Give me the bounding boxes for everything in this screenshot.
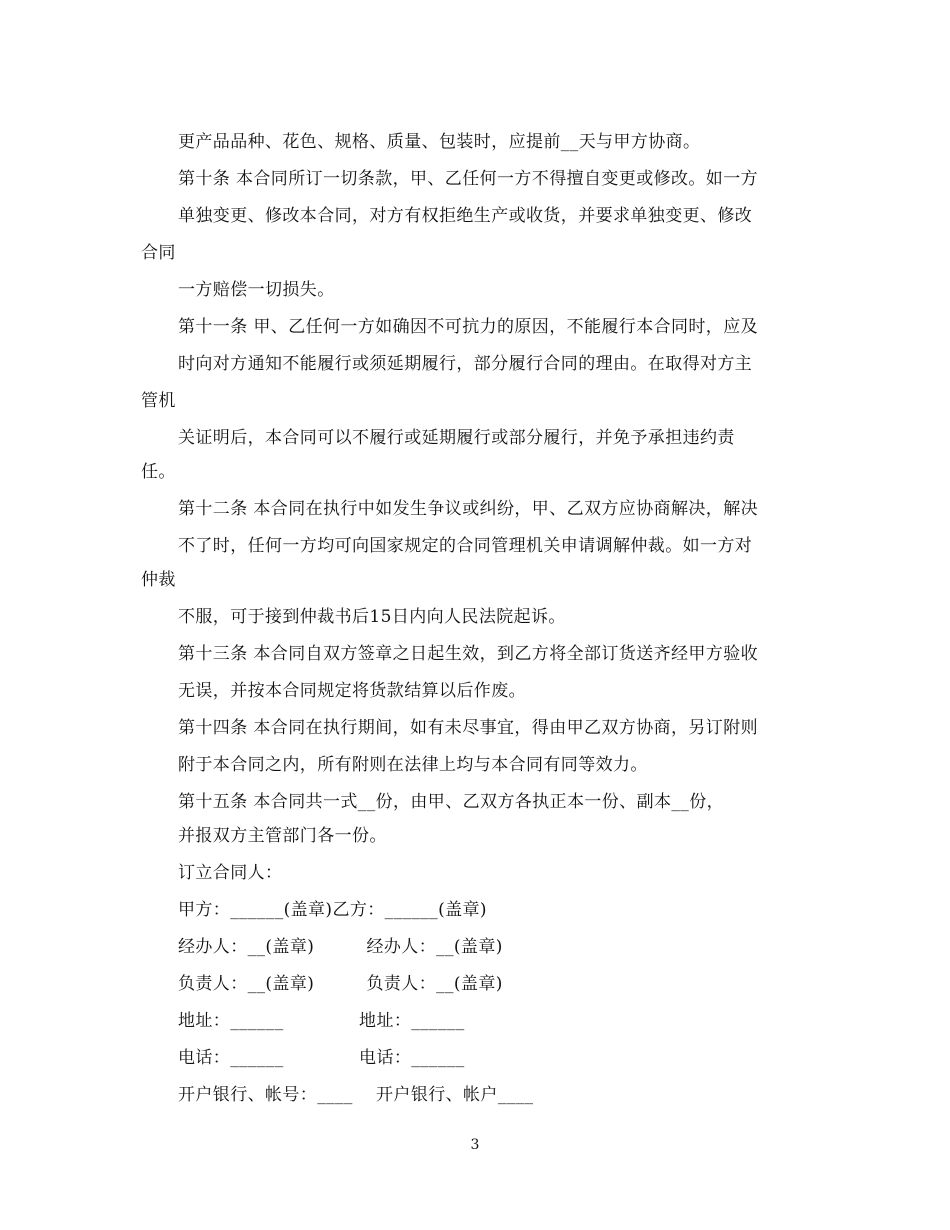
signature-line: 甲方：______(盖章)乙方：______(盖章) [178,900,487,920]
text-line: 无误，并按本合同规定将货款结算以后作废。 [178,681,526,701]
text-line: 时向对方通知不能履行或须延期履行，部分履行合同的理由。在取得对方主 [178,354,753,374]
signature-line: 地址：______ 地址：______ [178,1011,465,1031]
text-line: 并报双方主管部门各一份。 [178,826,387,846]
text-line: 第十二条 本合同在执行中如发生争议或纠纷，甲、乙双方应协商解决，解决 [178,499,759,519]
text-line: 附于本合同之内，所有附则在法律上均与本合同有同等效力。 [178,755,648,775]
text-line: 仲裁 [141,570,176,590]
text-line: 不服，可于接到仲裁书后15日内向人民法院起诉。 [178,607,566,627]
text-line: 单独变更、修改本合同，对方有权拒绝生产或收货，并要求单独变更、修改 [178,206,753,226]
page-number: 3 [470,1137,480,1153]
text-line: 第十三条 本合同自双方签章之日起生效，到乙方将全部订货送齐经甲方验收 [178,644,759,664]
text-line: 不了时，任何一方均可向国家规定的合同管理机关申请调解仲裁。如一方对 [178,536,753,556]
text-line: 管机 [141,391,176,411]
text-line: 订立合同人： [178,863,283,883]
signature-line: 经办人：__(盖章) 经办人：__(盖章) [178,937,503,957]
text-line: 第十条 本合同所订一切条款，甲、乙任何一方不得擅自变更或修改。如一方 [178,169,759,189]
text-line: 任。 [141,462,176,482]
text-line: 一方赔偿一切损失。 [178,280,335,300]
signature-line: 负责人：__(盖章) 负责人：__(盖章) [178,974,503,994]
signature-line: 开户银行、帐号：____ 开户银行、帐户____ [178,1085,534,1105]
signature-line: 电话：______ 电话：______ [178,1048,465,1068]
text-line: 关证明后，本合同可以不履行或延期履行或部分履行，并免予承担违约责 [178,428,735,448]
text-line: 第十五条 本合同共一式__份，由甲、乙双方各执正本一份、副本__份， [178,792,725,812]
text-line: 第十一条 甲、乙任何一方如确因不可抗力的原因，不能履行本合同时，应及 [178,317,759,337]
text-line: 更产品品种、花色、规格、质量、包装时，应提前__天与甲方协商。 [178,132,701,152]
text-line: 第十四条 本合同在执行期间，如有未尽事宜，得由甲乙双方协商，另订附则 [178,718,759,738]
text-line: 合同 [141,243,176,263]
